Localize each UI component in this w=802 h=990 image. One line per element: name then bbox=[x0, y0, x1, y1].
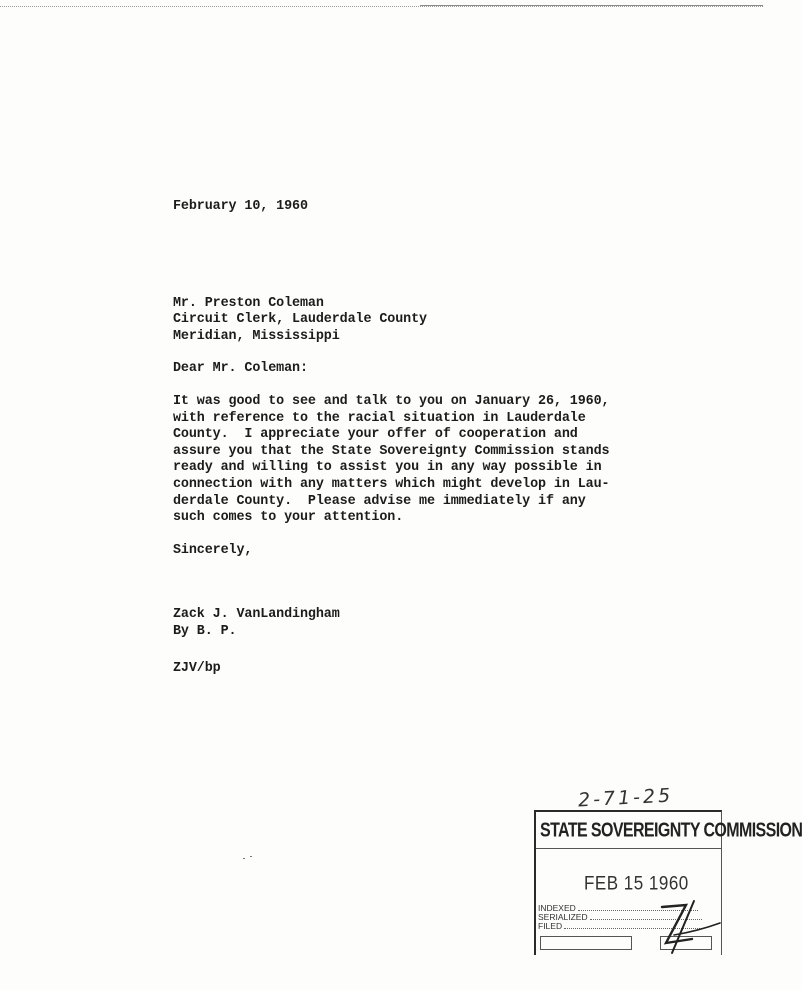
body-line: County. I appreciate your offer of cooperation and bbox=[173, 427, 578, 443]
letter-date: February 10, 1960 bbox=[173, 199, 308, 214]
paper-speck bbox=[250, 856, 252, 857]
handwritten-file-number: 2-71-25 bbox=[577, 784, 674, 812]
body-line: ready and willing to assist you in any way possible in bbox=[173, 460, 602, 476]
recipient-location: Meridian, Mississippi bbox=[173, 328, 340, 344]
recipient-address bbox=[173, 296, 693, 346]
body-line: connection with any matters which might develop in Lau- bbox=[173, 476, 610, 492]
handwritten-initials-mark bbox=[652, 895, 722, 955]
reference-initials: ZJV/bp bbox=[173, 660, 221, 676]
signer-name: Zack J. VanLandingham bbox=[173, 607, 340, 623]
paper-speck bbox=[243, 858, 245, 859]
stamp-field-filed-label: FILED bbox=[538, 921, 563, 931]
stamp-header: STATE SOVEREIGNTY COMMISSION bbox=[540, 820, 802, 842]
body-line: derdale County. Please advise me immediately if any bbox=[173, 493, 586, 509]
body-line: with reference to the racial situation in Lauderdale bbox=[173, 410, 586, 426]
body-line: assure you that the State Sovereignty Commission stands bbox=[173, 443, 610, 459]
stamp-box-left bbox=[540, 936, 632, 950]
stamp-divider bbox=[536, 848, 721, 849]
page-top-rule bbox=[420, 5, 763, 6]
stamp-field-serialized-label: SERIALIZED bbox=[538, 912, 588, 922]
signature-block bbox=[173, 607, 693, 640]
signer-by: By B. P. bbox=[173, 623, 237, 639]
recipient-title: Circuit Clerk, Lauderdale County bbox=[173, 312, 427, 328]
body-line: such comes to your attention. bbox=[173, 510, 404, 526]
letter-body bbox=[173, 199, 693, 677]
letter-paragraph bbox=[173, 394, 693, 527]
recipient-name: Mr. Preston Coleman bbox=[173, 295, 324, 311]
stamp-received-date: FEB 15 1960 bbox=[584, 872, 689, 894]
closing: Sincerely, bbox=[173, 542, 253, 558]
salutation: Dear Mr. Coleman: bbox=[173, 361, 308, 377]
body-line: It was good to see and talk to you on January 26, 1960, bbox=[173, 393, 610, 409]
stamp-field-indexed-label: INDEXED bbox=[538, 903, 576, 913]
